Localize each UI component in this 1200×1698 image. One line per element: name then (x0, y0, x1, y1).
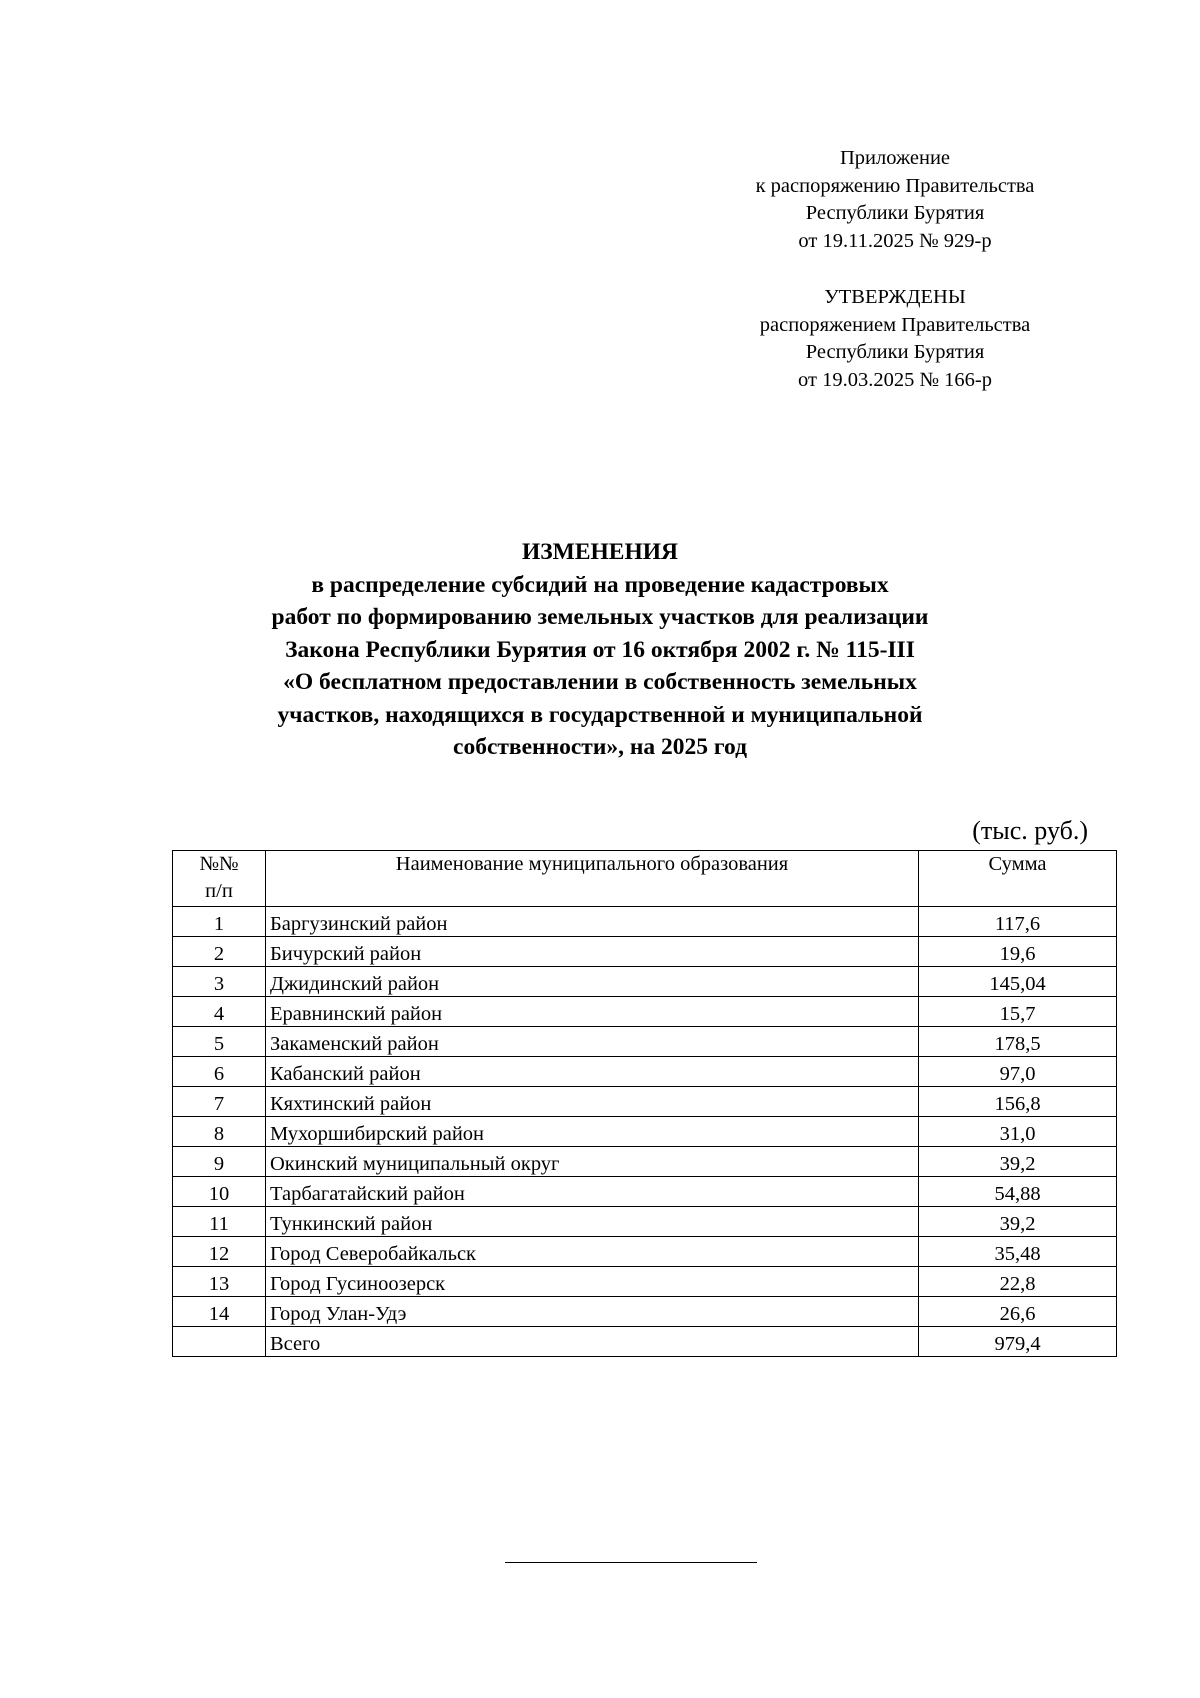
table-row (173, 1147, 1117, 1177)
total-row (173, 1327, 1117, 1357)
row-number: 7 (173, 1087, 266, 1117)
approved-line: распоряжением Правительства (759, 313, 1031, 336)
title-heading: ИЗМЕНЕНИЯ (521, 539, 679, 565)
row-name: Джидинский район (266, 967, 919, 997)
row-sum: 54,88 (919, 1177, 1117, 1207)
table-row (173, 1087, 1117, 1117)
appendix-heading: Приложение (839, 147, 951, 169)
table-header-row (173, 851, 1117, 907)
appendix-line: Республики Бурятия (805, 202, 985, 224)
row-number: 1 (173, 907, 266, 937)
row-name: Закаменский район (266, 1027, 919, 1057)
table-row (173, 967, 1117, 997)
row-name: Город Северобайкальск (266, 1237, 919, 1267)
row-sum: 145,04 (919, 967, 1117, 997)
row-sum: 979,4 (919, 1327, 1117, 1357)
table-row (173, 937, 1117, 967)
table-row (173, 1207, 1117, 1237)
approved-order-date: от 19.03.2025 № 166-р (798, 368, 992, 391)
row-name: Еравнинский район (266, 997, 919, 1027)
row-name: Тункинский район (266, 1207, 919, 1237)
header-sum: Сумма (919, 851, 1117, 907)
row-number: 8 (173, 1117, 266, 1147)
row-sum: 39,2 (919, 1147, 1117, 1177)
table-row (173, 1237, 1117, 1267)
table-row (173, 907, 1117, 937)
row-number: 9 (173, 1147, 266, 1177)
row-number: 3 (173, 967, 266, 997)
row-name: Город Гусиноозерск (266, 1267, 919, 1297)
row-name: Кабанский район (266, 1057, 919, 1087)
title-line: участков, находящихся в государственной и муниципальной (277, 701, 923, 728)
row-name: Бичурский район (266, 937, 919, 967)
units-label: (тыс. руб.) (972, 816, 1088, 845)
distribution-table (172, 850, 1117, 1357)
row-name: Всего (266, 1327, 919, 1357)
title-line: в распределение субсидий на проведение кадастровых (311, 571, 889, 598)
row-number: 4 (173, 997, 266, 1027)
table-row (173, 1057, 1117, 1087)
row-number: 14 (173, 1297, 266, 1327)
row-sum: 26,6 (919, 1297, 1117, 1327)
document-title (150, 536, 1050, 764)
row-name: Город Улан-Удэ (266, 1297, 919, 1327)
table-row (173, 997, 1117, 1027)
approved-heading: УТВЕРЖДЕНЫ (824, 286, 966, 308)
row-number: 12 (173, 1237, 266, 1267)
row-name: Окинский муниципальный округ (266, 1147, 919, 1177)
title-line: Закона Республики Бурятия от 16 октября 2002 г. № 115-III (285, 636, 915, 663)
row-sum: 97,0 (919, 1057, 1117, 1087)
row-sum: 31,0 (919, 1117, 1117, 1147)
title-line: «О бесплатном предоставлении в собственность земельных (283, 669, 917, 695)
row-sum: 39,2 (919, 1207, 1117, 1237)
title-line: работ по формированию земельных участков для реализации (271, 604, 929, 630)
row-name: Тарбагатайский район (266, 1177, 919, 1207)
row-number: 13 (173, 1267, 266, 1297)
approved-line: Республики Бурятия (805, 341, 985, 363)
row-number: 11 (173, 1207, 266, 1237)
approved-block (715, 284, 1075, 394)
row-number: 6 (173, 1057, 266, 1087)
row-sum: 19,6 (919, 937, 1117, 967)
row-sum: 15,7 (919, 997, 1117, 1027)
table-row (173, 1117, 1117, 1147)
row-sum: 35,48 (919, 1237, 1117, 1267)
row-number (173, 1327, 266, 1357)
table-body (173, 907, 1117, 1357)
header-name: Наименование муниципального образования (266, 851, 919, 907)
header-number (173, 851, 266, 907)
row-number: 2 (173, 937, 266, 967)
header-number-line1: №№ (199, 853, 239, 875)
table-row (173, 1297, 1117, 1327)
appendix-order-date: от 19.11.2025 № 929-р (798, 229, 992, 252)
row-sum: 178,5 (919, 1027, 1117, 1057)
title-line: собственности», на 2025 год (453, 734, 747, 760)
row-name: Кяхтинский район (266, 1087, 919, 1117)
row-name: Баргузинский район (266, 907, 919, 937)
row-number: 10 (173, 1177, 266, 1207)
row-sum: 22,8 (919, 1267, 1117, 1297)
appendix-line: к распоряжению Правительства (755, 174, 1035, 197)
table-row (173, 1027, 1117, 1057)
table-row (173, 1177, 1117, 1207)
header-number-line2: п/п (205, 880, 233, 902)
row-number: 5 (173, 1027, 266, 1057)
row-sum: 156,8 (919, 1087, 1117, 1117)
row-name: Мухоршибирский район (266, 1117, 919, 1147)
footer-divider (505, 1562, 757, 1563)
table-row (173, 1267, 1117, 1297)
row-sum: 117,6 (919, 907, 1117, 937)
appendix-block (715, 145, 1075, 255)
